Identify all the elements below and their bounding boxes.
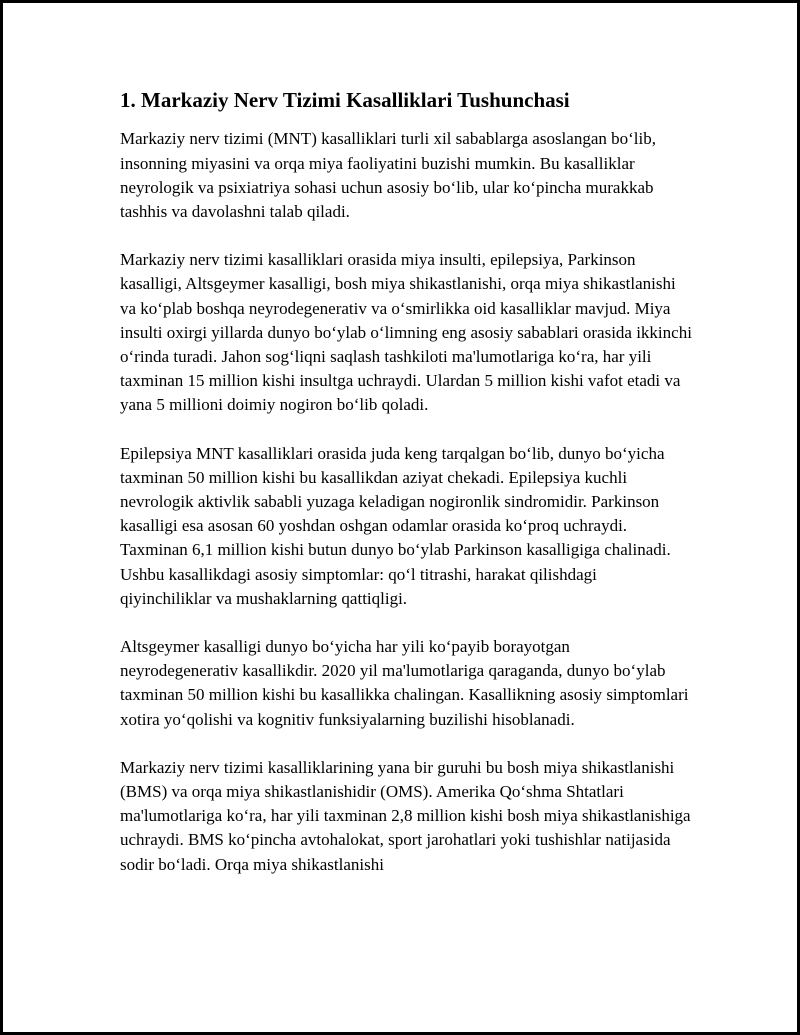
- paragraph-alzheimer: Altsgeymer kasalligi dunyo bo‘yicha har yili ko‘payib borayotgan neyrodegenerativ kasallikdir. 2020 yil ma'lumotlariga qaraganda, dunyo bo‘ylab taxminan 50 million kishi bu kasallikka chalingan. Kasallikning asosiy simptomlari xotira yo‘qolishi va kognitiv funksiyalarning buzilishi hisoblanadi.: [120, 636, 689, 729]
- section-title: 1. Markaziy Nerv Tizimi Kasalliklari Tushunchasi: [120, 88, 570, 112]
- paragraph-mnt-overview: Markaziy nerv tizimi (MNT) kasalliklari turli xil sabablarga asoslangan bo‘lib, insonning miyasini va orqa miya faoliyatini buzishi mumkin. Bu kasalliklar neyrologik va psixiatriya sohasi uchun asosiy bo‘lib, ular ko‘pincha murakkab tashhis va davolashni talab qiladi.: [120, 129, 656, 221]
- paragraph-epilepsy-parkinson: Epilepsiya MNT kasalliklari orasida juda keng tarqalgan bo‘lib, dunyo bo‘yicha taxminan 50 million kishi bu kasallikdan aziyat chekadi. Epilepsiya kuchli nevrologik aktivlik sababli yuzaga keladigan nogironlik sindromidir. Parkinson kasalligi esa asosan 60 yoshdan oshgan odamlar orasida ko‘proq uchraydi. Taxminan 6,1 million kishi butun dunyo bo‘ylab Parkinson kasalligiga chalinadi. Ushbu kasallikdagi asosiy simptomlar: qo‘l titrashi, harakat qilishdagi qiyinchiliklar va mushaklarning qattiqligi.: [120, 443, 671, 608]
- paragraph-brain-spinal-injury: Markaziy nerv tizimi kasalliklarining yana bir guruhi bu bosh miya shikastlanishi (BMS) va orqa miya shikastlanishidir (OMS). Amerika Qo‘shma Shtatlari ma'lumotlariga ko‘ra, har yili taxminan 2,8 million kishi bosh miya shikastlanishiga uchraydi. BMS ko‘pincha avtohalokat, sport jarohatlari yoki tushishlar natijasida sodir bo‘ladi. Orqa miya shikastlanishi: [120, 757, 691, 874]
- paragraph-stroke-and-diseases: Markaziy nerv tizimi kasalliklari orasida miya insulti, epilepsiya, Parkinson kasalligi, Altsgeymer kasalligi, bosh miya shikastlanishi, orqa miya shikastlanishi va ko‘plab boshqa neyrodegenerativ va o‘smirlikka oid kasalliklar mavjud. Miya insulti oxirgi yillarda dunyo bo‘ylab o‘limning eng asosiy sabablari orasida ikkinchi o‘rinda turadi. Jahon sog‘liqni saqlash tashkiloti ma'lumotlariga ko‘ra, har yili taxminan 15 million kishi insultga uchraydi. Ulardan 5 million kishi vafot etadi va yana 5 millioni doimiy nogiron bo‘lib qoladi.: [120, 250, 692, 415]
- document-content: [120, 87, 692, 901]
